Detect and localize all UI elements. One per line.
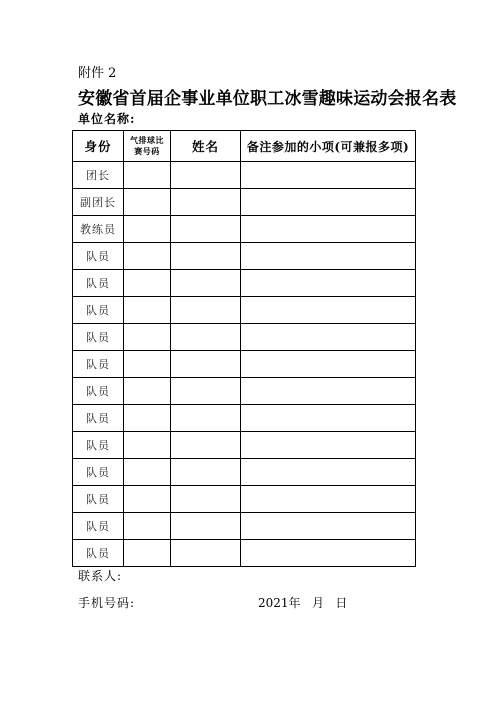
role-cell: 队员 <box>73 378 124 405</box>
notes-cell[interactable] <box>241 189 416 216</box>
role-cell: 队员 <box>73 243 124 270</box>
notes-cell[interactable] <box>241 486 416 513</box>
event-number-cell[interactable] <box>124 540 171 567</box>
name-cell[interactable] <box>171 486 241 513</box>
table-row <box>73 486 416 513</box>
header-event-number-line1: 气排球比 <box>130 135 164 145</box>
notes-cell[interactable] <box>241 540 416 567</box>
role-cell: 队员 <box>73 432 124 459</box>
header-event-number-line2: 赛号码 <box>134 146 160 156</box>
table-row <box>73 459 416 486</box>
event-number-cell[interactable] <box>124 324 171 351</box>
role-cell: 队员 <box>73 405 124 432</box>
role-cell: 队员 <box>73 270 124 297</box>
notes-cell[interactable] <box>241 324 416 351</box>
table-row <box>73 216 416 243</box>
table-row <box>73 243 416 270</box>
table-row <box>73 540 416 567</box>
table-row <box>73 270 416 297</box>
event-number-cell[interactable] <box>124 243 171 270</box>
table-row <box>73 405 416 432</box>
name-cell[interactable] <box>171 297 241 324</box>
role-cell: 队员 <box>73 513 124 540</box>
event-number-cell[interactable] <box>124 162 171 189</box>
event-number-cell[interactable] <box>124 189 171 216</box>
name-cell[interactable] <box>171 189 241 216</box>
notes-cell[interactable] <box>241 216 416 243</box>
name-cell[interactable] <box>171 513 241 540</box>
table-body <box>73 162 416 567</box>
role-cell: 队员 <box>73 297 124 324</box>
event-number-cell[interactable] <box>124 270 171 297</box>
event-number-cell[interactable] <box>124 351 171 378</box>
role-cell: 团长 <box>73 162 124 189</box>
event-number-cell[interactable] <box>124 297 171 324</box>
table-row <box>73 324 416 351</box>
role-cell: 队员 <box>73 540 124 567</box>
role-cell: 队员 <box>73 324 124 351</box>
notes-cell[interactable] <box>241 459 416 486</box>
notes-cell[interactable] <box>241 432 416 459</box>
name-cell[interactable] <box>171 351 241 378</box>
table-row <box>73 297 416 324</box>
event-number-cell[interactable] <box>124 513 171 540</box>
name-cell[interactable] <box>171 378 241 405</box>
table-row <box>73 189 416 216</box>
event-number-cell[interactable] <box>124 216 171 243</box>
event-number-cell[interactable] <box>124 486 171 513</box>
date-text: 2021年 月 日 <box>258 596 348 610</box>
table-row <box>73 351 416 378</box>
event-number-cell[interactable] <box>124 459 171 486</box>
role-cell: 副团长 <box>73 189 124 216</box>
notes-cell[interactable] <box>241 378 416 405</box>
name-cell[interactable] <box>171 216 241 243</box>
registration-table <box>72 130 416 567</box>
event-number-cell[interactable] <box>124 432 171 459</box>
table-row <box>73 162 416 189</box>
notes-cell[interactable] <box>241 405 416 432</box>
name-cell[interactable] <box>171 162 241 189</box>
table-row <box>73 513 416 540</box>
event-number-cell[interactable] <box>124 405 171 432</box>
name-cell[interactable] <box>171 405 241 432</box>
header-role: 身份 <box>73 131 124 162</box>
name-cell[interactable] <box>171 432 241 459</box>
name-cell[interactable] <box>171 540 241 567</box>
role-cell: 队员 <box>73 351 124 378</box>
role-cell: 队员 <box>73 459 124 486</box>
name-cell[interactable] <box>171 243 241 270</box>
table-row <box>73 432 416 459</box>
name-cell[interactable] <box>171 324 241 351</box>
table-row <box>73 378 416 405</box>
header-notes: 备注参加的小项(可兼报多项) <box>241 131 416 162</box>
page-title: 安徽省首届企事业单位职工冰雪趣味运动会报名表 <box>78 89 457 109</box>
role-cell: 队员 <box>73 486 124 513</box>
name-cell[interactable] <box>171 459 241 486</box>
notes-cell[interactable] <box>241 513 416 540</box>
name-cell[interactable] <box>171 270 241 297</box>
unit-name-label: 单位名称: <box>78 112 136 126</box>
notes-cell[interactable] <box>241 243 416 270</box>
notes-cell[interactable] <box>241 297 416 324</box>
header-event-number <box>124 131 171 162</box>
notes-cell[interactable] <box>241 351 416 378</box>
notes-cell[interactable] <box>241 270 416 297</box>
notes-cell[interactable] <box>241 162 416 189</box>
phone-label: 手机号码: <box>78 596 136 610</box>
header-name: 姓名 <box>171 131 241 162</box>
attachment-label: 附件 2 <box>78 66 117 81</box>
contact-label: 联系人: <box>78 569 123 583</box>
table-header-row <box>73 131 416 162</box>
role-cell: 教练员 <box>73 216 124 243</box>
event-number-cell[interactable] <box>124 378 171 405</box>
